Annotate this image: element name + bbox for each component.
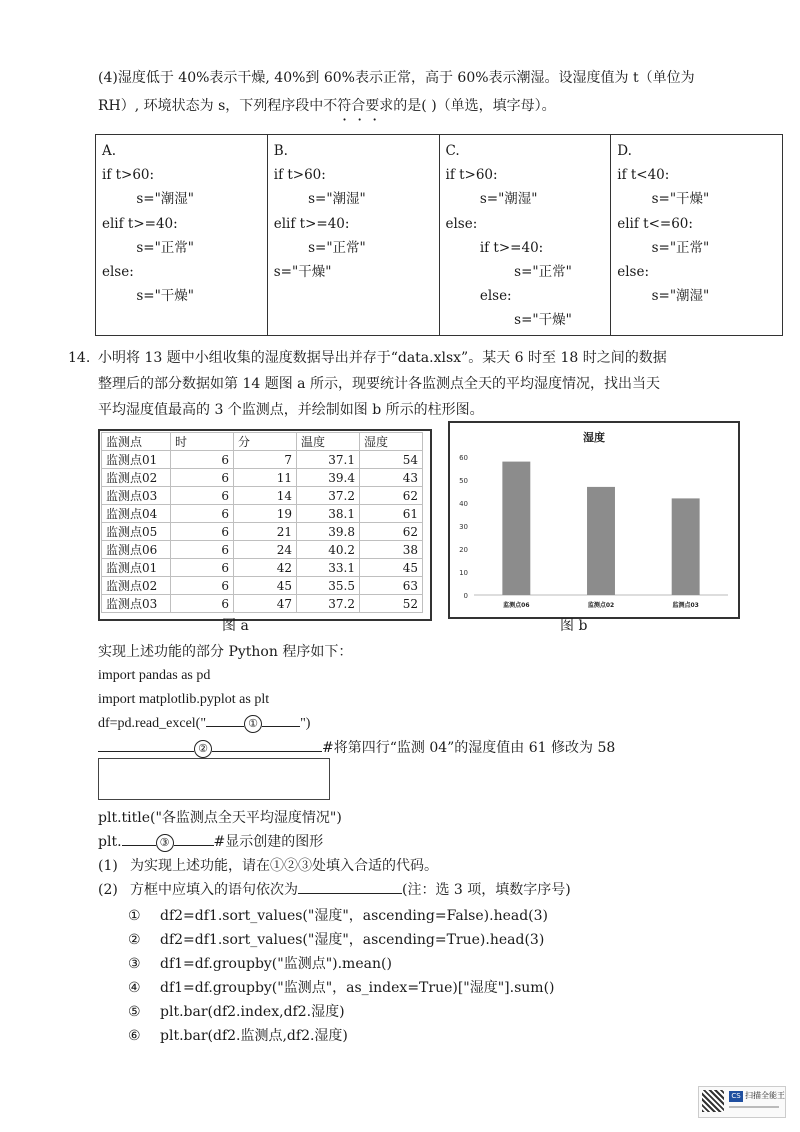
- cell: 39.4: [297, 469, 360, 487]
- code-line-3: [98, 712, 310, 736]
- sub-question-1-text: 为实现上述功能，请在①②③处填入合适的代码。: [130, 858, 438, 874]
- code-line: else:: [445, 288, 512, 305]
- table-row: [102, 577, 423, 595]
- app-name: 扫描全能王: [745, 1091, 785, 1100]
- code-line: elif t<=60:: [617, 215, 693, 232]
- bar: [587, 487, 615, 595]
- y-tick-label: 60: [459, 454, 468, 462]
- bar: [672, 498, 700, 595]
- cell: 37.2: [297, 487, 360, 505]
- cell: 38.1: [297, 505, 360, 523]
- choice-number: ④: [128, 980, 141, 996]
- y-tick-label: 50: [459, 477, 468, 485]
- cell: 45: [360, 559, 423, 577]
- table-row: [102, 595, 423, 613]
- y-tick-label: 0: [463, 592, 468, 600]
- blank-underline: [98, 737, 194, 752]
- q13-part4-line2: RH）, 环境状态为 s，下列程序段中不符合要求的是( )（单选，填字母）。: [98, 98, 556, 114]
- code-line: s="干燥": [445, 312, 572, 329]
- q14-line1: 小明将 13 题中小组收集的湿度数据导出并存于“data.xlsx”。某天 6 时至 18 时之间的数据: [98, 350, 667, 366]
- code-line-6: [98, 830, 323, 854]
- table-row: [102, 541, 423, 559]
- table-row: [102, 505, 423, 523]
- plt-prefix: plt.: [98, 834, 122, 850]
- cell: 监测点01: [102, 559, 171, 577]
- code-intro: 实现上述功能的部分 Python 程序如下：: [98, 644, 353, 660]
- choice-text: df2=df1.sort_values("湿度"，ascending=True).head(3): [160, 932, 545, 948]
- q14-line2: 整理后的部分数据如第 14 题图 a 所示，现要统计各监测点全天的平均湿度情况，找出当天: [98, 376, 660, 392]
- sub-question-2-text: 方框中应填入的语句依次为: [130, 882, 298, 898]
- options-table: [95, 134, 783, 336]
- y-tick-label: 30: [459, 523, 468, 531]
- code-line-2: import matplotlib.pyplot as plt: [98, 692, 270, 707]
- blank-marker-1: ①: [244, 715, 262, 733]
- option-letter: B.: [273, 143, 288, 159]
- cell: 6: [171, 541, 234, 559]
- table-row: [102, 523, 423, 541]
- table-row: [102, 487, 423, 505]
- choice-number: ⑤: [128, 1004, 141, 1020]
- code-line: s="正常": [273, 239, 366, 256]
- cell: 监测点04: [102, 505, 171, 523]
- y-tick-label: 40: [459, 500, 468, 508]
- blank-marker-2: ②: [194, 740, 212, 758]
- option-letter: D.: [617, 143, 632, 159]
- code-line: s="潮湿": [102, 191, 194, 208]
- code-line: s="干燥": [273, 264, 332, 281]
- choice-text: plt.bar(df2.监测点,df2.湿度): [160, 1028, 348, 1044]
- answer-blank[interactable]: [298, 879, 402, 894]
- col-header: 湿度: [360, 433, 423, 451]
- cell: 6: [171, 505, 234, 523]
- cell: 监测点01: [102, 451, 171, 469]
- code-line: if t>60:: [102, 167, 155, 184]
- cell: 6: [171, 487, 234, 505]
- data-table: [101, 432, 423, 613]
- cell: 监测点05: [102, 523, 171, 541]
- code-line: s="干燥": [102, 288, 194, 305]
- cell: 39.8: [297, 523, 360, 541]
- emphasis-dots: ···: [342, 110, 388, 129]
- option-letter: C.: [445, 143, 460, 159]
- cell: 45: [234, 577, 297, 595]
- app-logo: CS: [729, 1091, 743, 1102]
- qr-code-icon: [702, 1090, 724, 1112]
- cell: 21: [234, 523, 297, 541]
- cell: 35.5: [297, 577, 360, 595]
- code-line: s="正常": [445, 264, 572, 281]
- humidity-bar-chart: [450, 423, 738, 617]
- choice-text: plt.bar(df2.index,df2.湿度): [160, 1004, 345, 1020]
- sub-question-2: [130, 878, 571, 902]
- answer-box[interactable]: [98, 758, 330, 800]
- x-tick-label: 监测点03: [672, 602, 699, 609]
- blank-underline: [206, 712, 244, 727]
- question-number: 14.: [68, 350, 91, 366]
- cell: 6: [171, 595, 234, 613]
- blank-underline: [212, 737, 322, 752]
- blank-underline: [262, 712, 300, 727]
- sub-question-2-number: (2): [98, 882, 118, 898]
- x-tick-label: 监测点02: [587, 602, 615, 609]
- code-line: s="正常": [102, 239, 194, 256]
- blank-underline: [174, 831, 214, 846]
- col-header: 温度: [297, 433, 360, 451]
- cell: 43: [360, 469, 423, 487]
- choice-text: df1=df.groupby("监测点"，as_index=True)["湿度"].sum(): [160, 980, 555, 996]
- option-letter: A.: [102, 143, 117, 159]
- q13-part4-line1: (4)湿度低于 40%表示干燥, 40%到 60%表示正常，高于 60%表示潮湿。设湿度值为 t（单位为: [98, 70, 695, 86]
- code-line: if t<40:: [617, 167, 670, 184]
- figure-a-caption: 图 a: [222, 618, 249, 634]
- option-b: [267, 135, 439, 336]
- option-c: [439, 135, 611, 336]
- cell: 监测点03: [102, 595, 171, 613]
- cell: 37.1: [297, 451, 360, 469]
- code-line-5: plt.title("各监测点全天平均湿度情况"): [98, 810, 342, 826]
- cell: 11: [234, 469, 297, 487]
- choice-text: df2=df1.sort_values("湿度"，ascending=False).head(3): [160, 908, 549, 924]
- code-line: else:: [102, 264, 134, 281]
- code-line: else:: [617, 264, 650, 281]
- choice-number: ③: [128, 956, 141, 972]
- cell: 52: [360, 595, 423, 613]
- cell: 6: [171, 469, 234, 487]
- cell: 监测点02: [102, 469, 171, 487]
- cell: 61: [360, 505, 423, 523]
- y-tick-label: 20: [459, 546, 468, 554]
- read-excel-suffix: "): [300, 716, 311, 731]
- sub-question-2-note: (注：选 3 项，填数字序号): [402, 882, 571, 898]
- code-line: elif t>=40:: [273, 215, 350, 232]
- table-header-row: [102, 433, 423, 451]
- cell: 14: [234, 487, 297, 505]
- code-line-4: [98, 736, 615, 760]
- code-line-1: import pandas as pd: [98, 668, 211, 683]
- chart-title: 湿度: [583, 431, 605, 444]
- choice-number: ②: [128, 932, 141, 948]
- sub-question-1-number: (1): [98, 858, 118, 874]
- cell: 19: [234, 505, 297, 523]
- col-header: 分: [234, 433, 297, 451]
- cell: 6: [171, 559, 234, 577]
- blank-marker-3: ③: [156, 834, 174, 852]
- cell: 62: [360, 487, 423, 505]
- cell: 24: [234, 541, 297, 559]
- table-row: [102, 451, 423, 469]
- cell: 62: [360, 523, 423, 541]
- cell: 6: [171, 451, 234, 469]
- cell: 监测点06: [102, 541, 171, 559]
- tagline-line: [729, 1106, 779, 1108]
- cell: 33.1: [297, 559, 360, 577]
- cell: 6: [171, 577, 234, 595]
- choice-text: df1=df.groupby("监测点").mean(): [160, 956, 392, 972]
- q14-line3: 平均湿度值最高的 3 个监测点，并绘制如图 b 所示的柱形图。: [98, 402, 484, 418]
- cell: 54: [360, 451, 423, 469]
- cell: 47: [234, 595, 297, 613]
- x-tick-label: 监测点06: [503, 602, 530, 609]
- code-line: s="正常": [617, 239, 710, 256]
- cell: 37.2: [297, 595, 360, 613]
- cell: 40.2: [297, 541, 360, 559]
- cell: 63: [360, 577, 423, 595]
- code-line: else:: [445, 215, 478, 232]
- col-header: 时: [171, 433, 234, 451]
- choice-number: ①: [128, 908, 141, 924]
- code-line: s="潮湿": [617, 288, 710, 305]
- table-row: [102, 559, 423, 577]
- table-row: [102, 469, 423, 487]
- option-d: [611, 135, 783, 336]
- col-header: 监测点: [102, 433, 171, 451]
- read-excel-prefix: df=pd.read_excel(": [98, 716, 207, 731]
- show-comment: #显示创建的图形: [213, 834, 324, 850]
- code-line: elif t>=40:: [102, 215, 178, 232]
- choice-number: ⑥: [128, 1028, 141, 1044]
- code-line: s="潮湿": [445, 191, 538, 208]
- code-line: if t>=40:: [445, 239, 544, 256]
- cell: 监测点03: [102, 487, 171, 505]
- figure-b-frame: [448, 421, 740, 619]
- code-line: if t>60:: [445, 167, 498, 184]
- code-line: s="潮湿": [273, 191, 366, 208]
- figure-b-caption: 图 b: [560, 618, 588, 634]
- cell: 38: [360, 541, 423, 559]
- y-tick-label: 10: [459, 569, 468, 577]
- scanner-watermark: [698, 1086, 786, 1118]
- cell: 42: [234, 559, 297, 577]
- code-line: s="干燥": [617, 191, 710, 208]
- cell: 6: [171, 523, 234, 541]
- option-a: [96, 135, 268, 336]
- blank-underline: [122, 831, 156, 846]
- modify-comment: #将第四行“监测 04”的湿度值由 61 修改为 58: [322, 740, 616, 756]
- cell: 7: [234, 451, 297, 469]
- cell: 监测点02: [102, 577, 171, 595]
- code-line: if t>60:: [273, 167, 326, 184]
- bar: [502, 462, 530, 595]
